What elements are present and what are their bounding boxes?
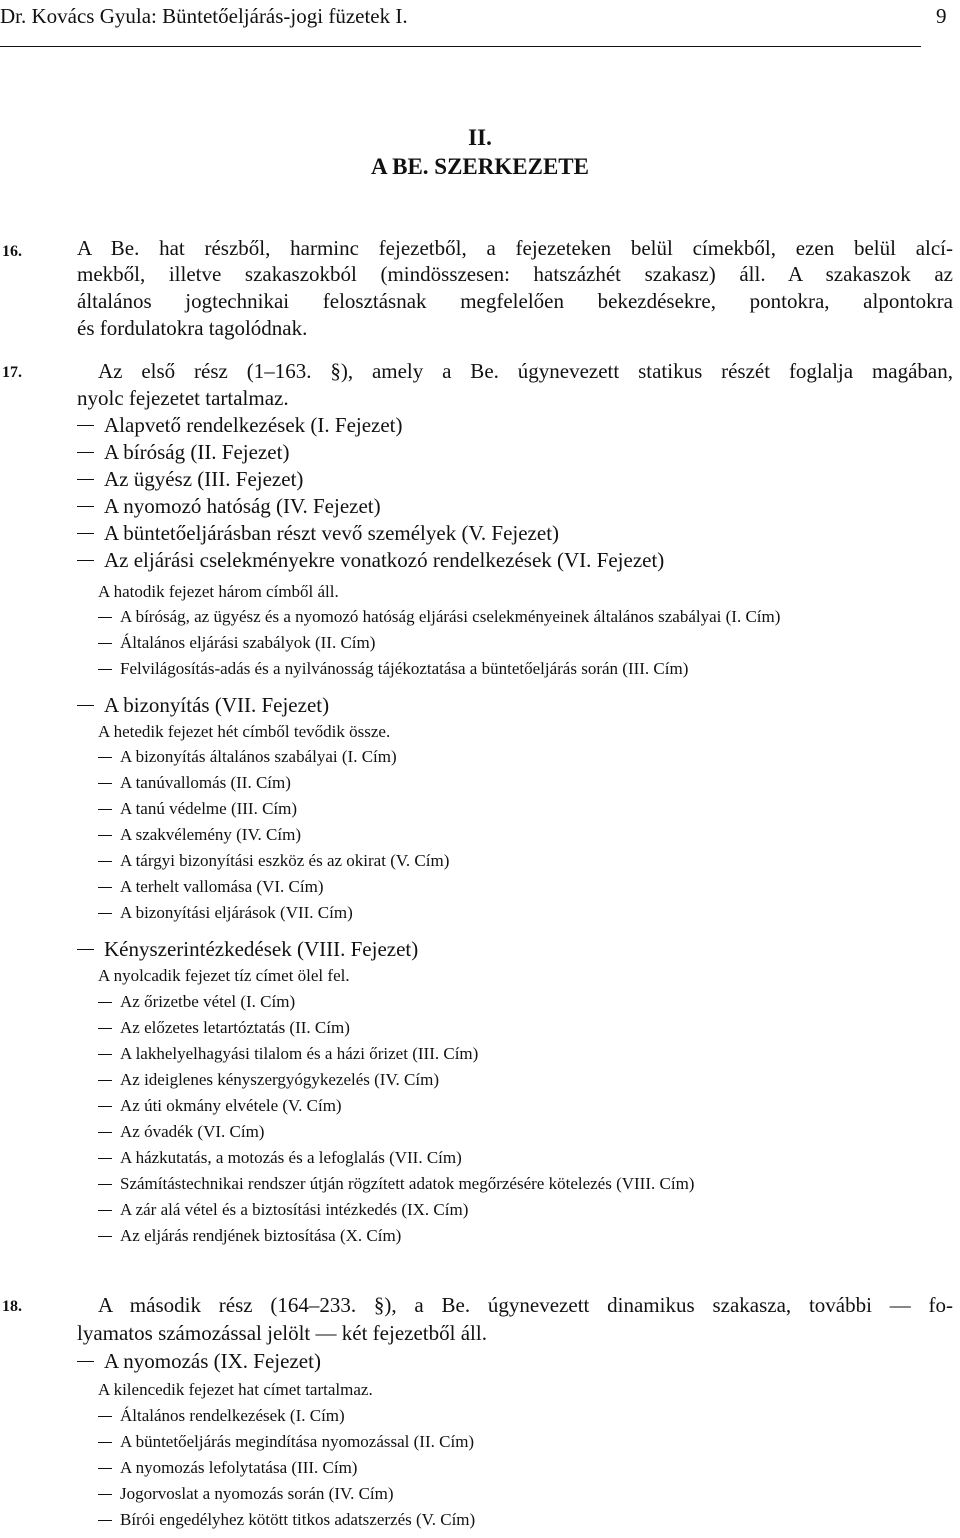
title-item-text: A szakvélemény (IV. Cím) [120,825,301,844]
dash-bullet [77,479,94,480]
chapter-item-text: Az ügyész (III. Fejezet) [104,467,304,491]
dash-bullet [77,1361,94,1362]
title-item-text: A büntetőeljárás megindítása nyomozással (II. Cím) [120,1432,475,1451]
dash-bullet [98,1028,112,1029]
p18-line [98,1293,953,1318]
dash-bullet [98,1184,112,1185]
chapter-item [77,548,664,573]
title-item [98,851,449,871]
title-item [98,773,291,793]
title-item [98,1484,394,1504]
header-title: Dr. Kovács Gyula: Büntetőeljárás-jogi füzetek I. [0,4,408,28]
dash-bullet [98,1054,112,1055]
chapter-note [98,1380,373,1400]
dash-bullet [98,1416,112,1417]
title-item [98,747,397,767]
chapter-item-text: A nyomozás (IX. Fejezet) [104,1349,321,1373]
chapter-note-text: A nyolcadik fejezet tíz címet ölel fel. [98,966,350,985]
chapter-note [98,966,350,986]
title-item [98,825,301,845]
dash-bullet [77,452,94,453]
title-item [98,1226,401,1246]
p16-line-text: A Be. hat részből, harminc fejezetből, a fejezeteken belül címekből, ezen belül alcí- [77,236,953,260]
p17-line-text: Az első rész (1–163. §), amely a Be. úgynevezett statikus részét foglalja magában, [98,359,953,383]
dash-bullet [77,705,94,706]
title-item-text: A bizonyítás általános szabályai (I. Cím) [120,747,397,766]
title-item-text: A bizonyítási eljárások (VII. Cím) [120,903,353,922]
p17-line [98,359,953,384]
dash-bullet [98,1158,112,1159]
dash-bullet [98,861,112,862]
title-item-text: A bíróság, az ügyész és a nyomozó hatóság eljárási cselekményeinek általános szabályai (I. Cím) [120,607,781,626]
title-item [98,903,353,923]
chapter-item [77,521,559,546]
p17-line [77,386,289,411]
title-item [98,799,297,819]
dash-bullet [77,425,94,426]
page-number: 9 [936,4,947,28]
p18-line [77,1321,487,1346]
p16-line [77,236,953,261]
title-item [98,1070,439,1090]
title-item-text: A tanú védelme (III. Cím) [120,799,298,818]
p18-line-text: A második rész (164–233. §), a Be. úgynevezett dinamikus szakasza, további — fo- [98,1293,953,1317]
title-item-text: Az óvadék (VI. Cím) [120,1122,265,1141]
dash-bullet [98,1002,112,1003]
paragraph-number-16: 16. [2,243,22,260]
chapter-note [98,722,390,742]
title-item-text: Az őrizetbe vétel (I. Cím) [120,992,296,1011]
dash-bullet [98,1080,112,1081]
chapter-roman: II. [468,125,492,150]
chapter-note [98,582,339,602]
dash-bullet [98,617,112,618]
dash-bullet [98,1106,112,1107]
title-item [98,1174,694,1194]
header-rule [0,46,921,47]
title-item-text: A lakhelyelhagyási tilalom és a házi őrizet (III. Cím) [120,1044,479,1063]
p16-line [77,289,953,314]
title-item-text: Az úti okmány elvétele (V. Cím) [120,1096,342,1115]
paragraph-number-17: 17. [2,364,22,381]
title-item-text: Az ideiglenes kényszergyógykezelés (IV. Cím) [120,1070,439,1089]
dash-bullet [98,835,112,836]
dash-bullet [98,1236,112,1237]
dash-bullet [77,533,94,534]
title-item [98,1406,345,1426]
title-item [98,1122,264,1142]
title-item [98,1510,475,1530]
dash-bullet [98,783,112,784]
title-item-text: Felvilágosítás-adás és a nyilvánosság tájékoztatása a büntetőeljárás során (III. Cím) [120,659,689,678]
title-item-text: Az előzetes letartóztatás (II. Cím) [120,1018,350,1037]
dash-bullet [98,1468,112,1469]
chapter-item [77,937,418,962]
title-item [98,607,780,627]
p16-line [77,262,953,287]
title-item-text: Számítástechnikai rendszer útján rögzített adatok megőrzésére kötelezés (VIII. Cím) [120,1174,695,1193]
title-item [98,1458,357,1478]
title-item-text: A tanúvallomás (II. Cím) [120,773,291,792]
dash-bullet [98,757,112,758]
chapter-item-text: A büntetőeljárásban részt vevő személyek (V. Fejezet) [104,521,560,545]
dash-bullet [98,643,112,644]
dash-bullet [98,809,112,810]
chapter-note-text: A kilencedik fejezet hat címet tartalmaz. [98,1380,373,1399]
chapter-item [77,413,403,438]
dash-bullet [98,887,112,888]
title-item [98,1044,478,1064]
title-item [98,633,375,653]
title-item [98,877,323,897]
title-item [98,1148,462,1168]
dash-bullet [98,913,112,914]
chapter-item-text: A bíróság (II. Fejezet) [104,440,290,464]
chapter-item-text: A nyomozó hatóság (IV. Fejezet) [104,494,381,518]
title-item-text: Bírói engedélyhez kötött titkos adatszerzés (V. Cím) [120,1510,476,1529]
title-item [98,992,295,1012]
chapter-item [77,467,303,492]
title-item-text: Az eljárás rendjének biztosítása (X. Cím) [120,1226,402,1245]
paragraph-number-18: 18. [2,1298,22,1315]
dash-bullet [77,560,94,561]
dash-bullet [98,1520,112,1521]
dash-bullet [98,1494,112,1495]
chapter-item [77,693,329,718]
title-item [98,1200,468,1220]
p16-line [77,316,307,341]
dash-bullet [98,1442,112,1443]
chapter-item-text: Az eljárási cselekményekre vonatkozó rendelkezések (VI. Fejezet) [104,548,665,572]
chapter-title: A BE. SZERKEZETE [371,154,589,179]
title-item-text: Jogorvoslat a nyomozás során (IV. Cím) [120,1484,394,1503]
p16-line-text: mekből, illetve szakaszokból (mindösszesen: hatszázhét szakasz) áll. A szakaszok az [77,262,953,286]
p17-line-text: nyolc fejezetet tartalmaz. [77,386,289,410]
running-header [0,4,960,38]
title-item [98,1096,342,1116]
title-item [98,1432,474,1452]
p16-line-text: általános jogtechnikai felosztásnak megfelelően bekezdésekre, pontokra, alpontokra [77,289,953,313]
chapter-note-text: A hetedik fejezet hét címből tevődik össze. [98,722,391,741]
chapter-note-text: A hatodik fejezet három címből áll. [98,582,339,601]
title-item [98,659,688,679]
dash-bullet [77,949,94,950]
p16-line-text: és fordulatokra tagolódnak. [77,316,308,340]
dash-bullet [98,669,112,670]
chapter-item [77,494,381,519]
title-item-text: A terhelt vallomása (VI. Cím) [120,877,324,896]
dash-bullet [77,506,94,507]
chapter-item [77,1349,321,1374]
title-item-text: A tárgyi bizonyítási eszköz és az okirat (V. Cím) [120,851,450,870]
chapter-item-text: Kényszerintézkedések (VIII. Fejezet) [104,937,419,961]
title-item-text: Általános rendelkezések (I. Cím) [120,1406,345,1425]
p18-line-text: lyamatos számozással jelölt — két fejezetből áll. [77,1321,487,1345]
title-item-text: A házkutatás, a motozás és a lefoglalás (VII. Cím) [120,1148,462,1167]
dash-bullet [98,1210,112,1211]
title-item-text: A nyomozás lefolytatása (III. Cím) [120,1458,358,1477]
chapter-item [77,440,289,465]
title-item-text: A zár alá vétel és a biztosítási intézkedés (IX. Cím) [120,1200,469,1219]
chapter-item-text: Alapvető rendelkezések (I. Fejezet) [104,413,403,437]
dash-bullet [98,1132,112,1133]
chapter-item-text: A bizonyítás (VII. Fejezet) [104,693,330,717]
title-item-text: Általános eljárási szabályok (II. Cím) [120,633,376,652]
title-item [98,1018,350,1038]
